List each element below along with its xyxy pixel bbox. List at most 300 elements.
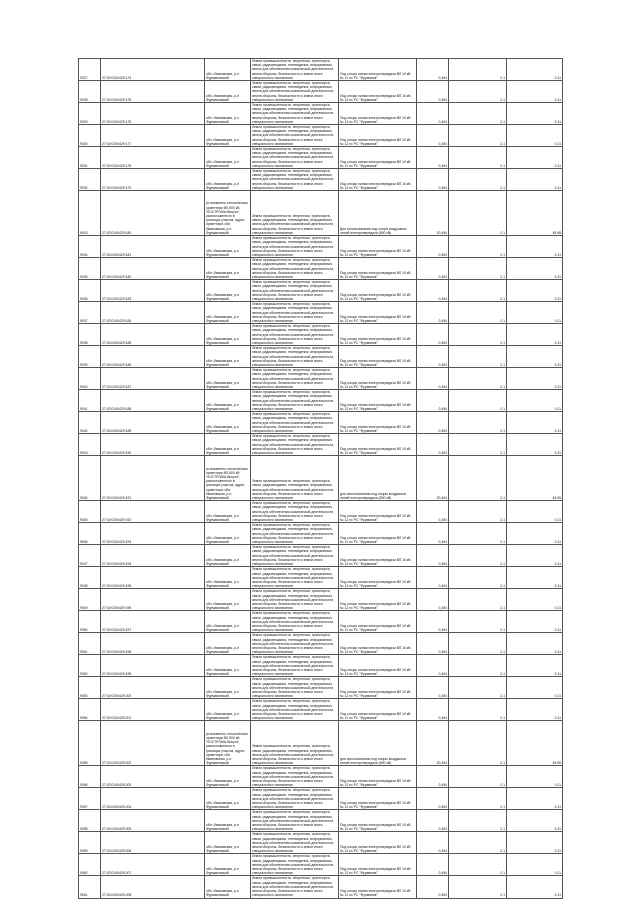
cadastral-number-cell: 27:02:0100429:204 [101,788,205,810]
row-number-cell: 9054 [79,699,101,721]
value-cell: 0,11 [507,876,563,898]
land-category-cell: Земли промышленности, энергетики, транспорта, связи, радиовещания, телевидения, информатики, земли для обеспечения космической деятельности, земли обороны, безопасности и земли иного специального назначения [251,169,339,191]
land-category-cell: Земли промышленности, энергетики, транспорта, связи, радиовещания, телевидения, информатики, земли для обеспечения космической деятельности, земли обороны, безопасности и земли иного специального назначения [251,390,339,412]
area-cell: 0,454 [417,589,449,611]
table-row [79,677,563,699]
area-cell: 0,454 [417,434,449,456]
table-row [79,368,563,390]
row-number-cell: 9048 [79,567,101,589]
area-cell: 0,454 [417,677,449,699]
row-number-cell: 9046 [79,523,101,545]
value-cell: 0,11 [507,677,563,699]
area-cell: 0,454 [417,567,449,589]
row-number-cell: 9043 [79,434,101,456]
row-number-cell: 9050 [79,611,101,633]
area-cell: 0,454 [417,766,449,788]
rate-cell: 2,1 [449,324,507,346]
rate-cell: 2,1 [449,766,507,788]
table-row [79,766,563,788]
area-cell: 0,454 [417,876,449,898]
cadastral-number-cell: 27:02:0100429:181 [101,236,205,258]
cadastral-number-cell: 27:02:0100429:207 [101,854,205,876]
row-number-cell: 9042 [79,412,101,434]
land-category-cell: Земли промышленности, энергетики, транспорта, связи, радиовещания, телевидения, информатики, земли для обеспечения космической деятельности, земли обороны, безопасности и земли иного специального назначения [251,567,339,589]
area-cell: 20,454 [417,456,449,501]
area-cell: 0,454 [417,236,449,258]
area-cell: 0,454 [417,324,449,346]
location-cell: обл. Ивановская, р-н Фурмановский [205,125,251,147]
row-number-cell: 9045 [79,501,101,523]
cadastral-number-cell: 27:02:0100429:208 [101,876,205,898]
row-number-cell: 9052 [79,655,101,677]
land-category-cell: Земли промышленности, энергетики, транспорта, связи, радиовещания, телевидения, информатики, земли для обеспечения космической деятельности, земли обороны, безопасности и земли иного специального назначения [251,147,339,169]
value-cell: 0,11 [507,832,563,854]
permitted-use-cell: Под опоры линии электропередачи ВЛ 10 кВ № 12 пс РС "Фурманов" [339,125,417,147]
cadastral-number-cell: 27:02:0100429:175 [101,81,205,103]
cadastral-number-cell: 27:02:0100429:178 [101,147,205,169]
location-cell: обл. Ивановская, р-н Фурмановский [205,302,251,324]
table-row [79,258,563,280]
cadastral-number-cell: 27:02:0100429:201 [101,699,205,721]
permitted-use-cell: Под опоры линии электропередачи ВЛ 10 кВ № 12 пс РС "Фурманов" [339,280,417,302]
area-cell: 0,454 [417,59,449,81]
cadastral-number-cell: 27:02:0100429:187 [101,368,205,390]
value-cell: 0,11 [507,810,563,832]
table-row [79,412,563,434]
rate-cell: 2,1 [449,191,507,236]
permitted-use-cell: Под опоры линии электропередачи ВЛ 10 кВ № 12 пс РС "Фурманов" [339,677,417,699]
rate-cell: 2,1 [449,346,507,368]
table-row [79,788,563,810]
permitted-use-cell: Под опоры линии электропередачи ВЛ 10 кВ № 12 пс РС "Фурманов" [339,236,417,258]
table-row [79,633,563,655]
value-cell: 0,11 [507,368,563,390]
land-category-cell: Земли промышленности, энергетики, транспорта, связи, радиовещания, телевидения, информатики, земли для обеспечения космической деятельности, земли обороны, безопасности и земли иного специального назначения [251,434,339,456]
table-row [79,545,563,567]
permitted-use-cell: Под опоры линии электропередачи ВЛ 10 кВ № 12 пс РС "Фурманов" [339,412,417,434]
row-number-cell: 9061 [79,876,101,898]
register-sheet [78,58,562,899]
value-cell: 0,11 [507,567,563,589]
area-cell: 0,454 [417,655,449,677]
area-cell: 0,454 [417,545,449,567]
location-cell: обл. Ивановская, р-н Фурмановский [205,59,251,81]
value-cell: 0,11 [507,103,563,125]
permitted-use-cell: Под опоры линии электропередачи ВЛ 10 кВ № 12 пс РС "Фурманов" [339,633,417,655]
rate-cell: 2,1 [449,103,507,125]
area-cell: 0,454 [417,523,449,545]
rate-cell: 2,1 [449,81,507,103]
location-cell: обл. Ивановская, р-н Фурмановский [205,501,251,523]
value-cell: 0,11 [507,501,563,523]
table-row [79,699,563,721]
land-category-cell: Земли промышленности, энергетики, транспорта, связи, радиовещания, телевидения, информатики, земли для обеспечения космической деятельности, земли обороны, безопасности и земли иного специального назначения [251,346,339,368]
land-category-cell: Земли промышленности, энергетики, транспорта, связи, радиовещания, телевидения, информатики, земли для обеспечения космической деятельности, земли обороны, безопасности и земли иного специального назначения [251,456,339,501]
rate-cell: 2,1 [449,721,507,766]
cadastral-number-cell: 27:02:0100429:203 [101,766,205,788]
land-category-cell: Земли промышленности, энергетики, транспорта, связи, радиовещания, телевидения, информатики, земли для обеспечения космической деятельности, земли обороны, безопасности и земли иного специального назначения [251,699,339,721]
table-row [79,125,563,147]
area-cell: 0,454 [417,611,449,633]
table-row [79,611,563,633]
location-cell: обл. Ивановская, р-н Фурмановский [205,390,251,412]
value-cell: 0,11 [507,59,563,81]
value-cell: 0,11 [507,324,563,346]
location-cell: обл. Ивановская, р-н Фурмановский [205,567,251,589]
cadastral-number-cell: 27:02:0100429:193 [101,523,205,545]
land-category-cell: Земли промышленности, энергетики, транспорта, связи, радиовещания, телевидения, информатики, земли для обеспечения космической деятельности, земли обороны, безопасности и земли иного специального назначения [251,191,339,236]
rate-cell: 2,1 [449,302,507,324]
table-row [79,390,563,412]
value-cell: 45,98 [507,191,563,236]
rate-cell: 2,1 [449,434,507,456]
area-cell: 0,454 [417,147,449,169]
location-cell: обл. Ивановская, р-н Фурмановский [205,81,251,103]
cadastral-number-cell: 27:02:0100429:191 [101,456,205,501]
row-number-cell: 9059 [79,832,101,854]
area-cell: 0,454 [417,103,449,125]
rate-cell: 2,1 [449,832,507,854]
location-cell: обл. Ивановская, р-н Фурмановский [205,103,251,125]
area-cell: 0,454 [417,412,449,434]
location-cell: установлено относительно ориентира ВЛ-500 кВ "КОСТРОМА-Вичуга", расположенного в границах участка, адрес ориентира: обл. Ивановская, р-н Фурмановский [205,456,251,501]
permitted-use-cell: Под опоры линии электропередачи ВЛ 10 кВ № 12 пс РС "Фурманов" [339,434,417,456]
area-cell: 0,454 [417,368,449,390]
land-category-cell: Земли промышленности, энергетики, транспорта, связи, радиовещания, телевидения, информатики, земли для обеспечения космической деятельности, земли обороны, безопасности и земли иного специального назначения [251,501,339,523]
land-category-cell: Земли промышленности, энергетики, транспорта, связи, радиовещания, телевидения, информатики, земли для обеспечения космической деятельности, земли обороны, безопасности и земли иного специального назначения [251,59,339,81]
location-cell: обл. Ивановская, р-н Фурмановский [205,258,251,280]
table-row [79,589,563,611]
table-row [79,655,563,677]
rate-cell: 2,1 [449,854,507,876]
permitted-use-cell: Под опоры линии электропередачи ВЛ 10 кВ № 12 пс РС "Фурманов" [339,324,417,346]
value-cell: 0,11 [507,589,563,611]
value-cell: 45,98 [507,721,563,766]
value-cell: 0,11 [507,346,563,368]
cadastral-number-cell: 27:02:0100429:180 [101,191,205,236]
table-row [79,302,563,324]
table-row [79,456,563,501]
cadastral-number-cell: 27:02:0100429:189 [101,412,205,434]
rate-cell: 2,1 [449,788,507,810]
location-cell: обл. Ивановская, р-н Фурмановский [205,147,251,169]
land-category-cell: Земли промышленности, энергетики, транспорта, связи, радиовещания, телевидения, информатики, земли для обеспечения космической деятельности, земли обороны, безопасности и земли иного специального назначения [251,766,339,788]
cadastral-number-cell: 27:02:0100429:195 [101,567,205,589]
land-category-cell: Земли промышленности, энергетики, транспорта, связи, радиовещания, телевидения, информатики, земли для обеспечения космической деятельности, земли обороны, безопасности и земли иного специального назначения [251,103,339,125]
rate-cell: 2,1 [449,677,507,699]
value-cell: 0,11 [507,302,563,324]
location-cell: обл. Ивановская, р-н Фурмановский [205,346,251,368]
permitted-use-cell: Под опоры линии электропередачи ВЛ 10 кВ № 12 пс РС "Фурманов" [339,501,417,523]
table-row [79,81,563,103]
permitted-use-cell: Под опоры линии электропередачи ВЛ 10 кВ № 12 пс РС "Фурманов" [339,766,417,788]
table-row [79,280,563,302]
cadastral-number-cell: 27:02:0100429:177 [101,125,205,147]
table-row [79,346,563,368]
rate-cell: 2,1 [449,655,507,677]
location-cell: обл. Ивановская, р-н Фурмановский [205,766,251,788]
value-cell: 0,11 [507,788,563,810]
value-cell: 0,11 [507,434,563,456]
location-cell: обл. Ивановская, р-н Фурмановский [205,412,251,434]
permitted-use-cell: Под опоры линии электропередачи ВЛ 10 кВ № 12 пс РС "Фурманов" [339,589,417,611]
land-category-cell: Земли промышленности, энергетики, транспорта, связи, радиовещания, телевидения, информатики, земли для обеспечения космической деятельности, земли обороны, безопасности и земли иного специального назначения [251,412,339,434]
permitted-use-cell: Под опоры линии электропередачи ВЛ 10 кВ № 12 пс РС "Фурманов" [339,368,417,390]
value-cell: 0,11 [507,147,563,169]
location-cell: обл. Ивановская, р-н Фурмановский [205,169,251,191]
row-number-cell: 9044 [79,456,101,501]
row-number-cell: 9040 [79,368,101,390]
permitted-use-cell: Для использования под опоры воздушных линий электропередачи (500 кВ) [339,191,417,236]
rate-cell: 2,1 [449,699,507,721]
location-cell: обл. Ивановская, р-н Фурмановский [205,434,251,456]
table-row [79,721,563,766]
value-cell: 45,98 [507,456,563,501]
location-cell: обл. Ивановская, р-н Фурмановский [205,523,251,545]
cadastral-number-cell: 27:02:0100429:206 [101,832,205,854]
row-number-cell: 9031 [79,147,101,169]
permitted-use-cell: Под опоры линии электропередачи ВЛ 10 кВ № 12 пс РС "Фурманов" [339,854,417,876]
area-cell: 0,454 [417,788,449,810]
rate-cell: 2,1 [449,611,507,633]
permitted-use-cell: Под опоры линии электропередачи ВЛ 10 кВ № 12 пс РС "Фурманов" [339,611,417,633]
area-cell: 0,454 [417,302,449,324]
land-category-cell: Земли промышленности, энергетики, транспорта, связи, радиовещания, телевидения, информатики, земли для обеспечения космической деятельности, земли обороны, безопасности и земли иного специального назначения [251,302,339,324]
area-cell: 20,454 [417,191,449,236]
rate-cell: 2,1 [449,59,507,81]
value-cell: 0,11 [507,169,563,191]
table-row [79,103,563,125]
area-cell: 0,454 [417,854,449,876]
row-number-cell: 9029 [79,103,101,125]
row-number-cell: 9055 [79,721,101,766]
cadastral-number-cell: 27:02:0100429:194 [101,545,205,567]
permitted-use-cell: Под опоры линии электропередачи ВЛ 10 кВ № 12 пс РС "Фурманов" [339,699,417,721]
value-cell: 0,11 [507,81,563,103]
rate-cell: 2,1 [449,545,507,567]
cadastral-number-cell: 27:02:0100429:184 [101,302,205,324]
rate-cell: 2,1 [449,368,507,390]
cadastral-number-cell: 27:02:0100429:202 [101,721,205,766]
land-parcel-table [78,58,563,899]
cadastral-number-cell: 27:02:0100429:186 [101,346,205,368]
rate-cell: 2,1 [449,456,507,501]
rate-cell: 2,1 [449,523,507,545]
land-category-cell: Земли промышленности, энергетики, транспорта, связи, радиовещания, телевидения, информатики, земли для обеспечения космической деятельности, земли обороны, безопасности и земли иного специального назначения [251,236,339,258]
table-row [79,810,563,832]
land-category-cell: Земли промышленности, энергетики, транспорта, связи, радиовещания, телевидения, информатики, земли для обеспечения космической деятельности, земли обороны, безопасности и земли иного специального назначения [251,589,339,611]
rate-cell: 2,1 [449,412,507,434]
permitted-use-cell: для использования под опоры воздушных линий электропередачи (500 кВ) [339,456,417,501]
row-number-cell: 9027 [79,59,101,81]
value-cell: 0,11 [507,280,563,302]
area-cell: 0,454 [417,810,449,832]
land-category-cell: Земли промышленности, энергетики, транспорта, связи, радиовещания, телевидения, информатики, земли для обеспечения космической деятельности, земли обороны, безопасности и земли иного специального назначения [251,324,339,346]
value-cell: 0,11 [507,236,563,258]
value-cell: 0,11 [507,390,563,412]
land-category-cell: Земли промышленности, энергетики, транспорта, связи, радиовещания, телевидения, информатики, земли для обеспечения космической деятельности, земли обороны, безопасности и земли иного специального назначения [251,81,339,103]
row-number-cell: 9033 [79,191,101,236]
table-row [79,236,563,258]
row-number-cell: 9049 [79,589,101,611]
land-category-cell: Земли промышленности, энергетики, транспорта, связи, радиовещания, телевидения, информатики, земли для обеспечения космической деятельности, земли обороны, безопасности и земли иного специального назначения [251,788,339,810]
table-row [79,169,563,191]
table-row [79,434,563,456]
location-cell: установлено относительно ориентира ВЛ-500 кВ "КОСТРОМА-Вичуга", расположенного в границах участка, адрес ориентира: обл. Ивановская, р-н Фурмановский [205,191,251,236]
rate-cell: 2,1 [449,876,507,898]
permitted-use-cell: Под опоры линии электропередачи ВЛ 10 кВ № 12 пс РС "Фурманов" [339,103,417,125]
row-number-cell: 9028 [79,81,101,103]
location-cell: обл. Ивановская, р-н Фурмановский [205,280,251,302]
location-cell: обл. Ивановская, р-н Фурмановский [205,589,251,611]
table-row [79,854,563,876]
permitted-use-cell: Под опоры линии электропередачи ВЛ 10 кВ № 12 пс РС "Фурманов" [339,258,417,280]
location-cell: обл. Ивановская, р-н Фурмановский [205,832,251,854]
location-cell: установлено относительно ориентира ВЛ-500 кВ "КОСТРОМА-Вичуга", расположенного в границах участка, адрес ориентира: обл. Ивановская, р-н Фурмановский [205,721,251,766]
value-cell: 0,11 [507,125,563,147]
rate-cell: 2,1 [449,236,507,258]
table-row [79,567,563,589]
rate-cell: 2,1 [449,390,507,412]
cadastral-number-cell: 27:02:0100429:198 [101,633,205,655]
location-cell: обл. Ивановская, р-н Фурмановский [205,324,251,346]
value-cell: 0,11 [507,655,563,677]
location-cell: обл. Ивановская, р-н Фурмановский [205,699,251,721]
cadastral-number-cell: 27:02:0100429:196 [101,589,205,611]
table-row [79,324,563,346]
location-cell: обл. Ивановская, р-н Фурмановский [205,655,251,677]
area-cell: 0,454 [417,81,449,103]
cadastral-number-cell: 27:02:0100429:179 [101,169,205,191]
row-number-cell: 9056 [79,766,101,788]
location-cell: обл. Ивановская, р-н Фурмановский [205,788,251,810]
permitted-use-cell: Под опоры линии электропередачи ВЛ 10 кВ № 12 пс РС "Фурманов" [339,346,417,368]
rate-cell: 2,1 [449,169,507,191]
permitted-use-cell: Под опоры линии электропередачи ВЛ 10 кВ № 12 пс РС "Фурманов" [339,788,417,810]
land-category-cell: Земли промышленности, энергетики, транспорта, связи, радиовещания, телевидения, информатики, земли для обеспечения космической деятельности, земли обороны, безопасности и земли иного специального назначения [251,523,339,545]
row-number-cell: 9038 [79,324,101,346]
land-category-cell: Земли промышленности, энергетики, транспорта, связи, радиовещания, телевидения, информатики, земли для обеспечения космической деятельности, земли обороны, безопасности и земли иного специального назначения [251,258,339,280]
row-number-cell: 9030 [79,125,101,147]
land-category-cell: Земли промышленности, энергетики, транспорта, связи, радиовещания, телевидения, информатики, земли для обеспечения космической деятельности, земли обороны, безопасности и земли иного специального назначения [251,125,339,147]
area-cell: 0,454 [417,390,449,412]
table-row [79,523,563,545]
land-category-cell: Земли промышленности, энергетики, транспорта, связи, радиовещания, телевидения, информатики, земли для обеспечения космической деятельности, земли обороны, безопасности и земли иного специального назначения [251,810,339,832]
area-cell: 0,454 [417,832,449,854]
land-category-cell: Земли промышленности, энергетики, транспорта, связи, радиовещания, телевидения, информатики, земли для обеспечения космической деятельности, земли обороны, безопасности и земли иного специального назначения [251,545,339,567]
area-cell: 0,454 [417,169,449,191]
location-cell: обл. Ивановская, р-н Фурмановский [205,854,251,876]
location-cell: обл. Ивановская, р-н Фурмановский [205,677,251,699]
row-number-cell: 9047 [79,545,101,567]
cadastral-number-cell: 27:02:0100429:183 [101,280,205,302]
area-cell: 0,454 [417,258,449,280]
value-cell: 0,11 [507,545,563,567]
location-cell: обл. Ивановская, р-н Фурмановский [205,611,251,633]
area-cell: 0,454 [417,125,449,147]
rate-cell: 2,1 [449,501,507,523]
land-category-cell: Земли промышленности, энергетики, транспорта, связи, радиовещания, телевидения, информатики, земли для обеспечения космической деятельности, земли обороны, безопасности и земли иного специального назначения [251,611,339,633]
cadastral-number-cell: 27:02:0100429:197 [101,611,205,633]
location-cell: обл. Ивановская, р-н Фурмановский [205,368,251,390]
permitted-use-cell: Под опоры линии электропередачи ВЛ 10 кВ № 12 пс РС "Фурманов" [339,545,417,567]
cadastral-number-cell: 27:02:0100429:182 [101,258,205,280]
land-category-cell: Земли промышленности, энергетики, транспорта, связи, радиовещания, телевидения, информатики, земли для обеспечения космической деятельности, земли обороны, безопасности и земли иного специального назначения [251,876,339,898]
area-cell: 20,454 [417,721,449,766]
row-number-cell: 9037 [79,302,101,324]
land-category-cell: Земли промышленности, энергетики, транспорта, связи, радиовещания, телевидения, информатики, земли для обеспечения космической деятельности, земли обороны, безопасности и земли иного специального назначения [251,633,339,655]
cadastral-number-cell: 27:02:0100429:185 [101,324,205,346]
permitted-use-cell: Под опоры линии электропередачи ВЛ 10 кВ № 12 пс РС "Фурманов" [339,390,417,412]
rate-cell: 2,1 [449,258,507,280]
cadastral-number-cell: 27:02:0100429:174 [101,59,205,81]
cadastral-number-cell: 27:02:0100429:199 [101,655,205,677]
rate-cell: 2,1 [449,633,507,655]
permitted-use-cell: для использования под опоры воздушных линий электропередачи (500 кВ) [339,721,417,766]
table-row [79,191,563,236]
permitted-use-cell: Под опоры линии электропередачи ВЛ 10 кВ № 12 пс РС "Фурманов" [339,59,417,81]
rate-cell: 2,1 [449,567,507,589]
area-cell: 0,454 [417,633,449,655]
area-cell: 0,454 [417,699,449,721]
permitted-use-cell: Под опоры линии электропередачи ВЛ 10 кВ № 12 пс РС "Фурманов" [339,523,417,545]
cadastral-number-cell: 27:02:0100429:190 [101,434,205,456]
area-cell: 0,454 [417,501,449,523]
value-cell: 0,11 [507,611,563,633]
cadastral-number-cell: 27:02:0100429:176 [101,103,205,125]
value-cell: 0,11 [507,412,563,434]
permitted-use-cell: Под опоры линии электропередачи ВЛ 10 кВ № 12 пс РС "Фурманов" [339,302,417,324]
value-cell: 0,11 [507,633,563,655]
row-number-cell: 9051 [79,633,101,655]
area-cell: 0,454 [417,280,449,302]
value-cell: 0,11 [507,766,563,788]
row-number-cell: 9034 [79,236,101,258]
permitted-use-cell: Под опоры линии электропередачи ВЛ 10 кВ № 12 пс РС "Фурманов" [339,810,417,832]
land-category-cell: Земли промышленности, энергетики, транспорта, связи, радиовещания, телевидения, информатики, земли для обеспечения космической деятельности, земли обороны, безопасности и земли иного специального назначения [251,721,339,766]
table-row [79,59,563,81]
table-row [79,147,563,169]
rate-cell: 2,1 [449,280,507,302]
value-cell: 0,11 [507,258,563,280]
land-category-cell: Земли промышленности, энергетики, транспорта, связи, радиовещания, телевидения, информатики, земли для обеспечения космической деятельности, земли обороны, безопасности и земли иного специального назначения [251,655,339,677]
permitted-use-cell: Под опоры линии электропередачи ВЛ 10 кВ № 12 пс РС "Фурманов" [339,876,417,898]
permitted-use-cell: Под опоры линии электропередачи ВЛ 10 кВ № 12 пс РС "Фурманов" [339,655,417,677]
location-cell: обл. Ивановская, р-н Фурмановский [205,633,251,655]
row-number-cell: 9058 [79,810,101,832]
permitted-use-cell: Под опоры линии электропередачи ВЛ 10 кВ № 12 пс РС "Фурманов" [339,567,417,589]
value-cell: 0,11 [507,699,563,721]
table-body [79,59,563,899]
location-cell: обл. Ивановская, р-н Фурмановский [205,545,251,567]
permitted-use-cell: Под опоры линии электропередачи ВЛ 10 кВ № 12 пс РС "Фурманов" [339,147,417,169]
location-cell: обл. Ивановская, р-н Фурмановский [205,236,251,258]
row-number-cell: 9035 [79,258,101,280]
rate-cell: 2,1 [449,589,507,611]
cadastral-number-cell: 27:02:0100429:205 [101,810,205,832]
table-row [79,876,563,898]
value-cell: 0,11 [507,854,563,876]
permitted-use-cell: Под опоры линии электропередачи ВЛ 10 кВ № 12 пс РС "Фурманов" [339,81,417,103]
row-number-cell: 9032 [79,169,101,191]
row-number-cell: 9057 [79,788,101,810]
rate-cell: 2,1 [449,810,507,832]
land-category-cell: Земли промышленности, энергетики, транспорта, связи, радиовещания, телевидения, информатики, земли для обеспечения космической деятельности, земли обороны, безопасности и земли иного специального назначения [251,280,339,302]
land-category-cell: Земли промышленности, энергетики, транспорта, связи, радиовещания, телевидения, информатики, земли для обеспечения космической деятельности, земли обороны, безопасности и земли иного специального назначения [251,368,339,390]
rate-cell: 2,1 [449,125,507,147]
location-cell: обл. Ивановская, р-н Фурмановский [205,810,251,832]
land-category-cell: Земли промышленности, энергетики, транспорта, связи, радиовещания, телевидения, информатики, земли для обеспечения космической деятельности, земли обороны, безопасности и земли иного специального назначения [251,854,339,876]
